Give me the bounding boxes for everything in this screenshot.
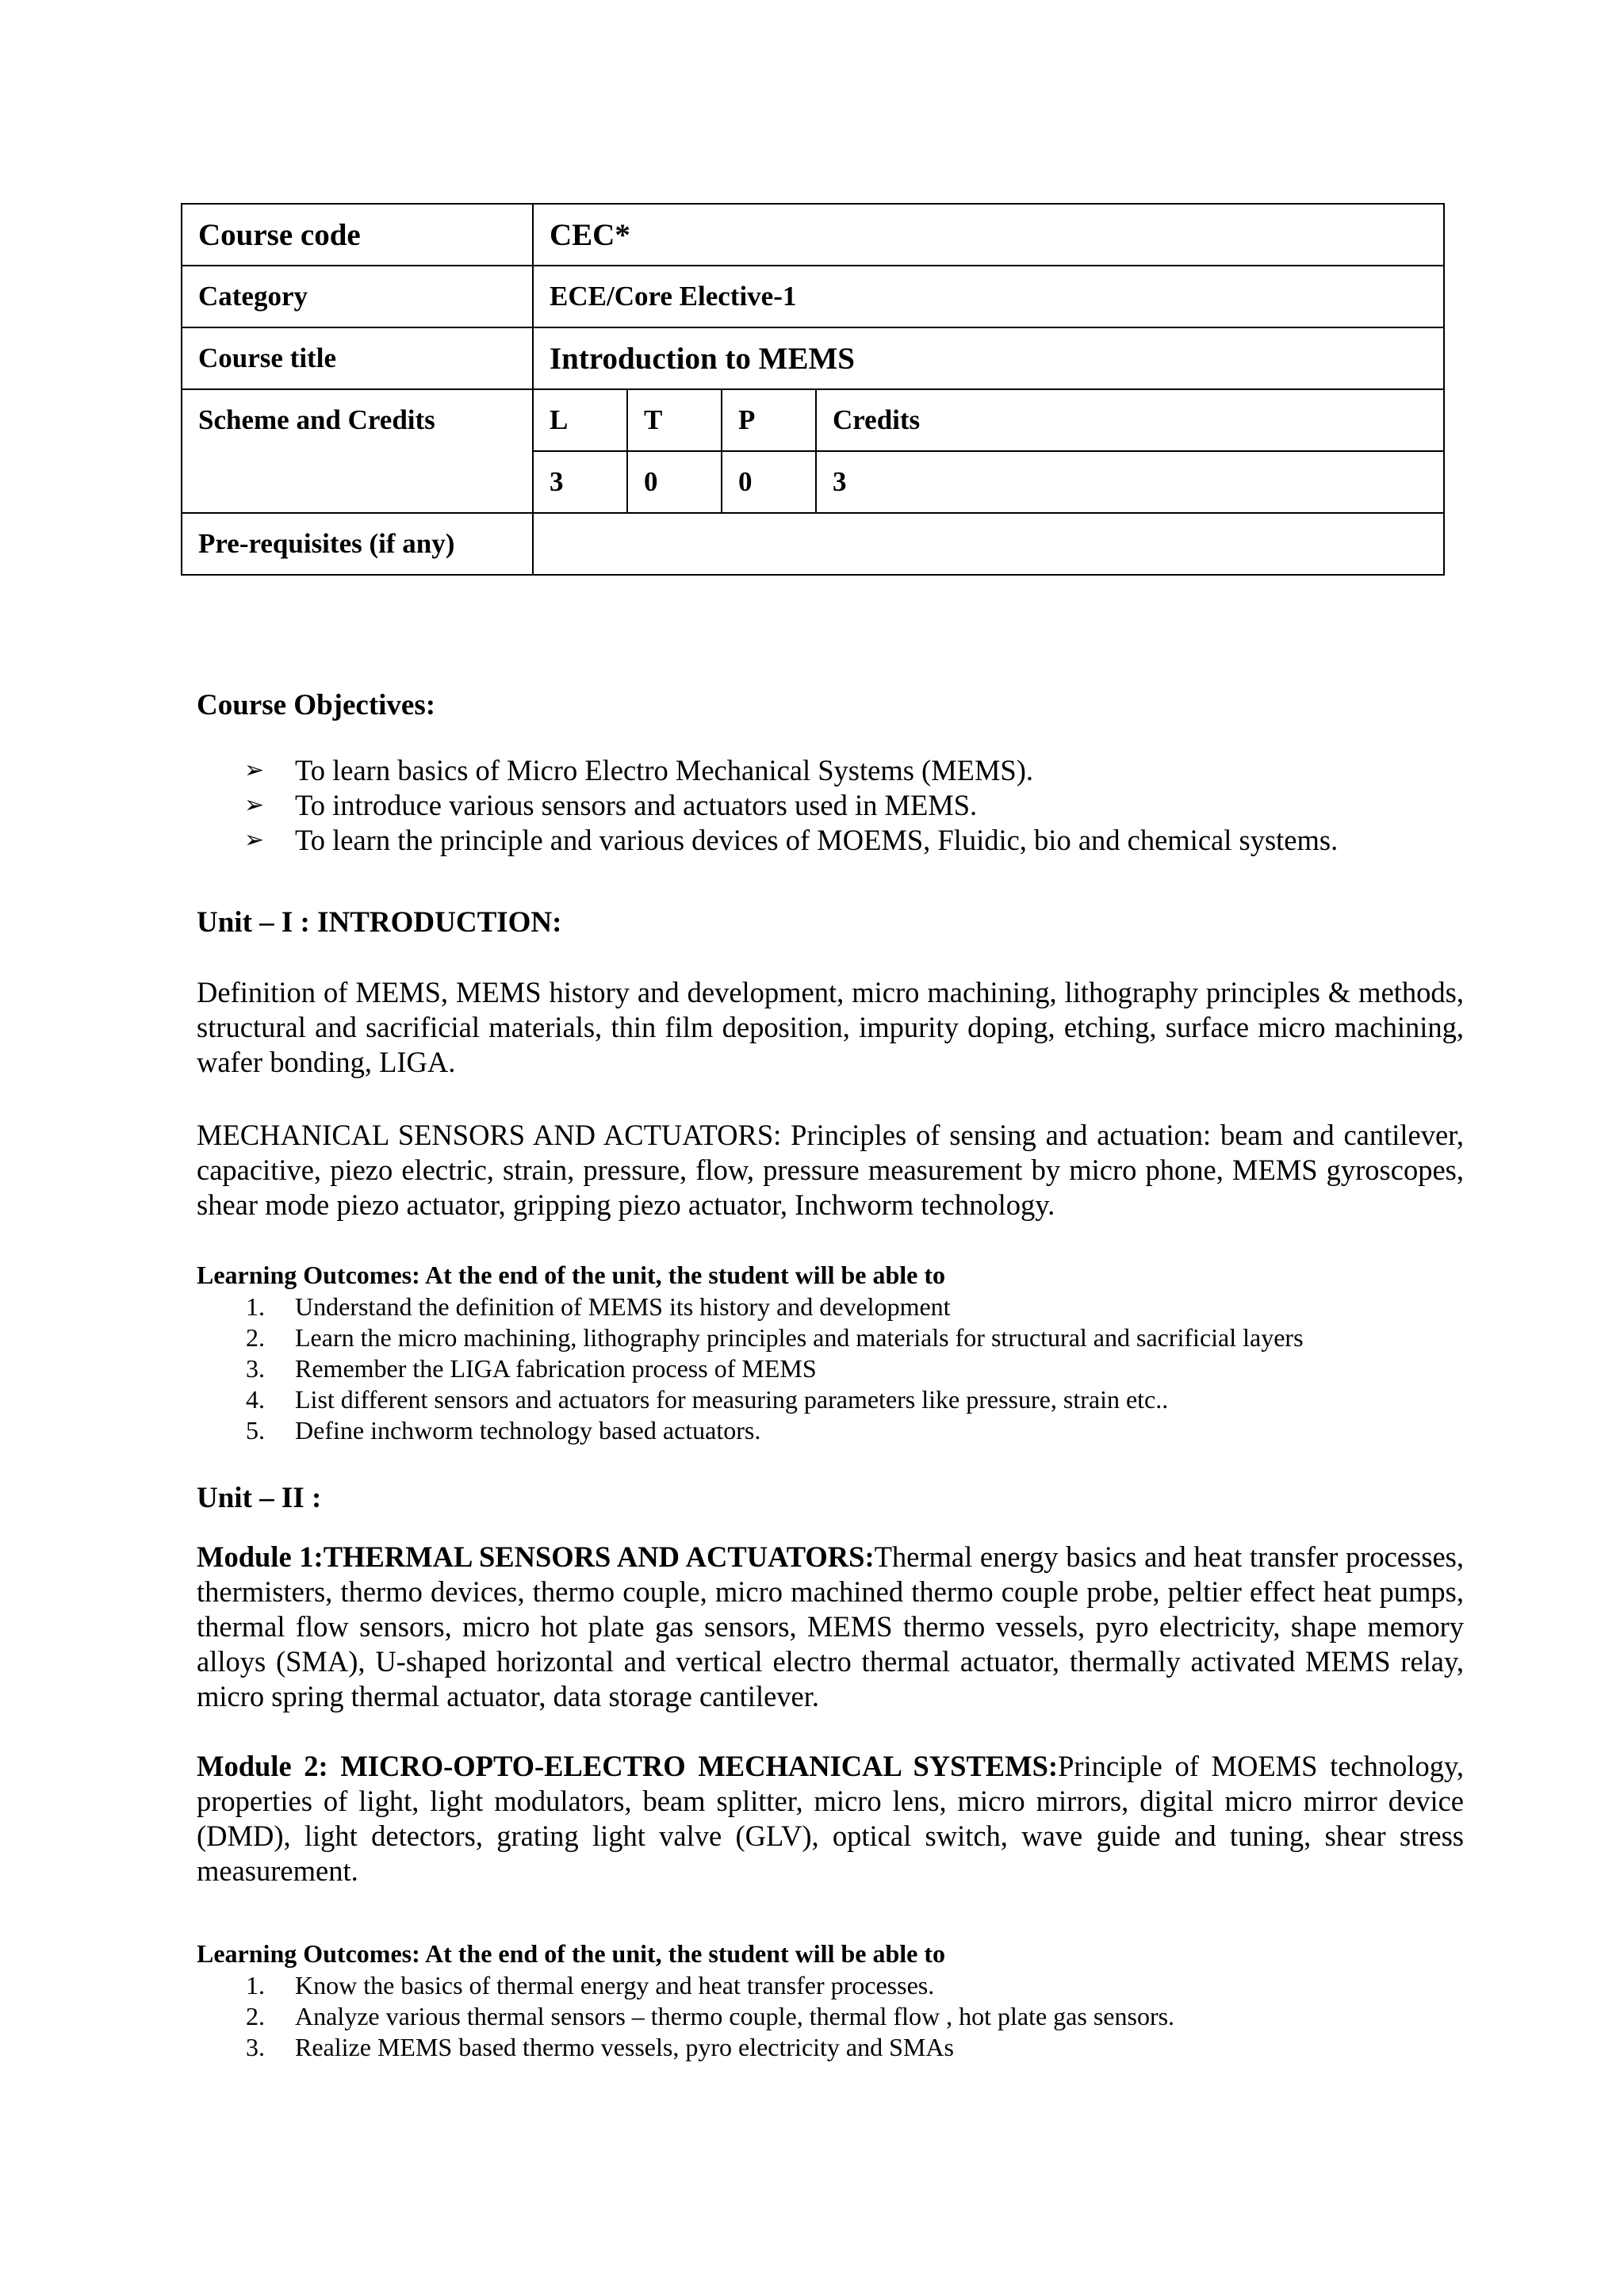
unit-1-heading: Unit – I : INTRODUCTION: bbox=[197, 906, 562, 939]
module-1-text: Thermal energy basics and heat transfer processes, thermisters, thermo devices, thermo couple, micro machined thermo couple probe, peltier effect heat pumps, thermal flow sensors, micro hot plate gas sensors, MEMS thermo vessels, pyro electricity, shape memory alloys (SMA), U-shaped horizontal and vertical electro thermal actuator, thermally activated MEMS relay, micro spring thermal actuator, data storage cantilever. bbox=[197, 1540, 1464, 1712]
unit-1-introduction-paragraph: Definition of MEMS, MEMS history and development, micro machining, lithography principles & methods, structural and sacrificial materials, thin film deposition, impurity doping, etching, surface micro machining, wafer bonding, LIGA. bbox=[197, 976, 1464, 1078]
outcome-item: 1. Understand the definition of MEMS its history and development bbox=[246, 1292, 951, 1321]
unit-1-outcomes-list bbox=[197, 1292, 1304, 1446]
arrow-bullet-icon: ➢ bbox=[244, 827, 265, 853]
outcome-item: 2. Learn the micro machining, lithography principles and materials for structural and sacrificial layers bbox=[246, 1323, 1304, 1352]
objectives-list bbox=[197, 753, 1338, 858]
scheme-value-p: 0 bbox=[722, 451, 816, 513]
course-title-row bbox=[182, 327, 1444, 389]
prereq-row bbox=[182, 513, 1444, 575]
category-value: ECE/Core Elective-1 bbox=[533, 266, 1444, 327]
course-title-label: Course title bbox=[182, 327, 533, 389]
unit-2-module-2-paragraph bbox=[197, 1749, 1464, 1888]
scheme-header-t: T bbox=[627, 389, 722, 451]
unit-2-heading: Unit – II : bbox=[197, 1482, 322, 1514]
scheme-value-t: 0 bbox=[627, 451, 722, 513]
outcome-item: 3. Remember the LIGA fabrication process of MEMS bbox=[246, 1354, 817, 1383]
prereq-label: Pre-requisites (if any) bbox=[182, 513, 533, 575]
module-2-title: Module 2: MICRO-OPTO-ELECTRO MECHANICAL SYSTEMS: bbox=[197, 1750, 1059, 1782]
objective-item: ➢ To learn basics of Micro Electro Mechanical Systems (MEMS). bbox=[244, 754, 1033, 786]
scheme-value-l: 3 bbox=[533, 451, 627, 513]
module-1-title: Module 1:THERMAL SENSORS AND ACTUATORS: bbox=[197, 1540, 875, 1573]
course-code-value: CEC* bbox=[533, 204, 1444, 266]
objective-item: ➢ To introduce various sensors and actuators used in MEMS. bbox=[244, 789, 978, 821]
objective-item: ➢ To learn the principle and various devices of MOEMS, Fluidic, bio and chemical systems. bbox=[244, 824, 1339, 856]
outcome-item: 4. List different sensors and actuators for measuring parameters like pressure, strain etc.. bbox=[246, 1385, 1169, 1414]
unit-2-outcomes-title: Learning Outcomes: At the end of the unit, the student will be able to bbox=[197, 1939, 945, 1968]
course-code-row bbox=[182, 204, 1444, 266]
course-code-label: Course code bbox=[182, 204, 533, 266]
course-title-value: Introduction to MEMS bbox=[533, 327, 1444, 389]
outcome-item: 2. Analyze various thermal sensors – thermo couple, thermal flow , hot plate gas sensors. bbox=[246, 2002, 1175, 2030]
unit-1-mechanical-paragraph: MECHANICAL SENSORS AND ACTUATORS: Principles of sensing and actuation: beam and cantilever, capacitive, piezo electric, strain, pressure, flow, pressure measurement by micro phone, MEMS gyroscopes, shear mode piezo actuator, gripping piezo actuator, Inchworm technology. bbox=[197, 1119, 1464, 1221]
scheme-header-row bbox=[182, 389, 1444, 451]
prereq-value bbox=[533, 513, 1444, 575]
outcome-item: 3. Realize MEMS based thermo vessels, pyro electricity and SMAs bbox=[246, 2033, 954, 2061]
arrow-bullet-icon: ➢ bbox=[244, 757, 265, 783]
arrow-bullet-icon: ➢ bbox=[244, 792, 265, 818]
unit-1-outcomes-title: Learning Outcomes: At the end of the unit, the student will be able to bbox=[197, 1261, 945, 1289]
course-objectives-heading: Course Objectives: bbox=[197, 689, 436, 721]
scheme-header-l: L bbox=[533, 389, 627, 451]
unit-2-outcomes-list bbox=[197, 1970, 1174, 2063]
module-2-text: Principle of MOEMS technology, properties of light, light modulators, beam splitter, micro lens, micro mirrors, digital micro mirror device (DMD), light detectors, grating light valve (GLV), optical switch, wave guide and tuning, shear stress measurement. bbox=[197, 1750, 1465, 1887]
category-row bbox=[182, 266, 1444, 327]
category-label: Category bbox=[182, 266, 533, 327]
outcome-item: 5. Define inchworm technology based actuators. bbox=[246, 1416, 761, 1445]
course-info-table bbox=[181, 203, 1445, 576]
scheme-header-p: P bbox=[722, 389, 816, 451]
outcome-item: 1. Know the basics of thermal energy and heat transfer processes. bbox=[246, 1971, 935, 1999]
scheme-value-credits: 3 bbox=[816, 451, 1444, 513]
scheme-label: Scheme and Credits bbox=[182, 389, 533, 513]
scheme-header-credits: Credits bbox=[816, 389, 1444, 451]
unit-2-module-1-paragraph bbox=[197, 1540, 1464, 1714]
